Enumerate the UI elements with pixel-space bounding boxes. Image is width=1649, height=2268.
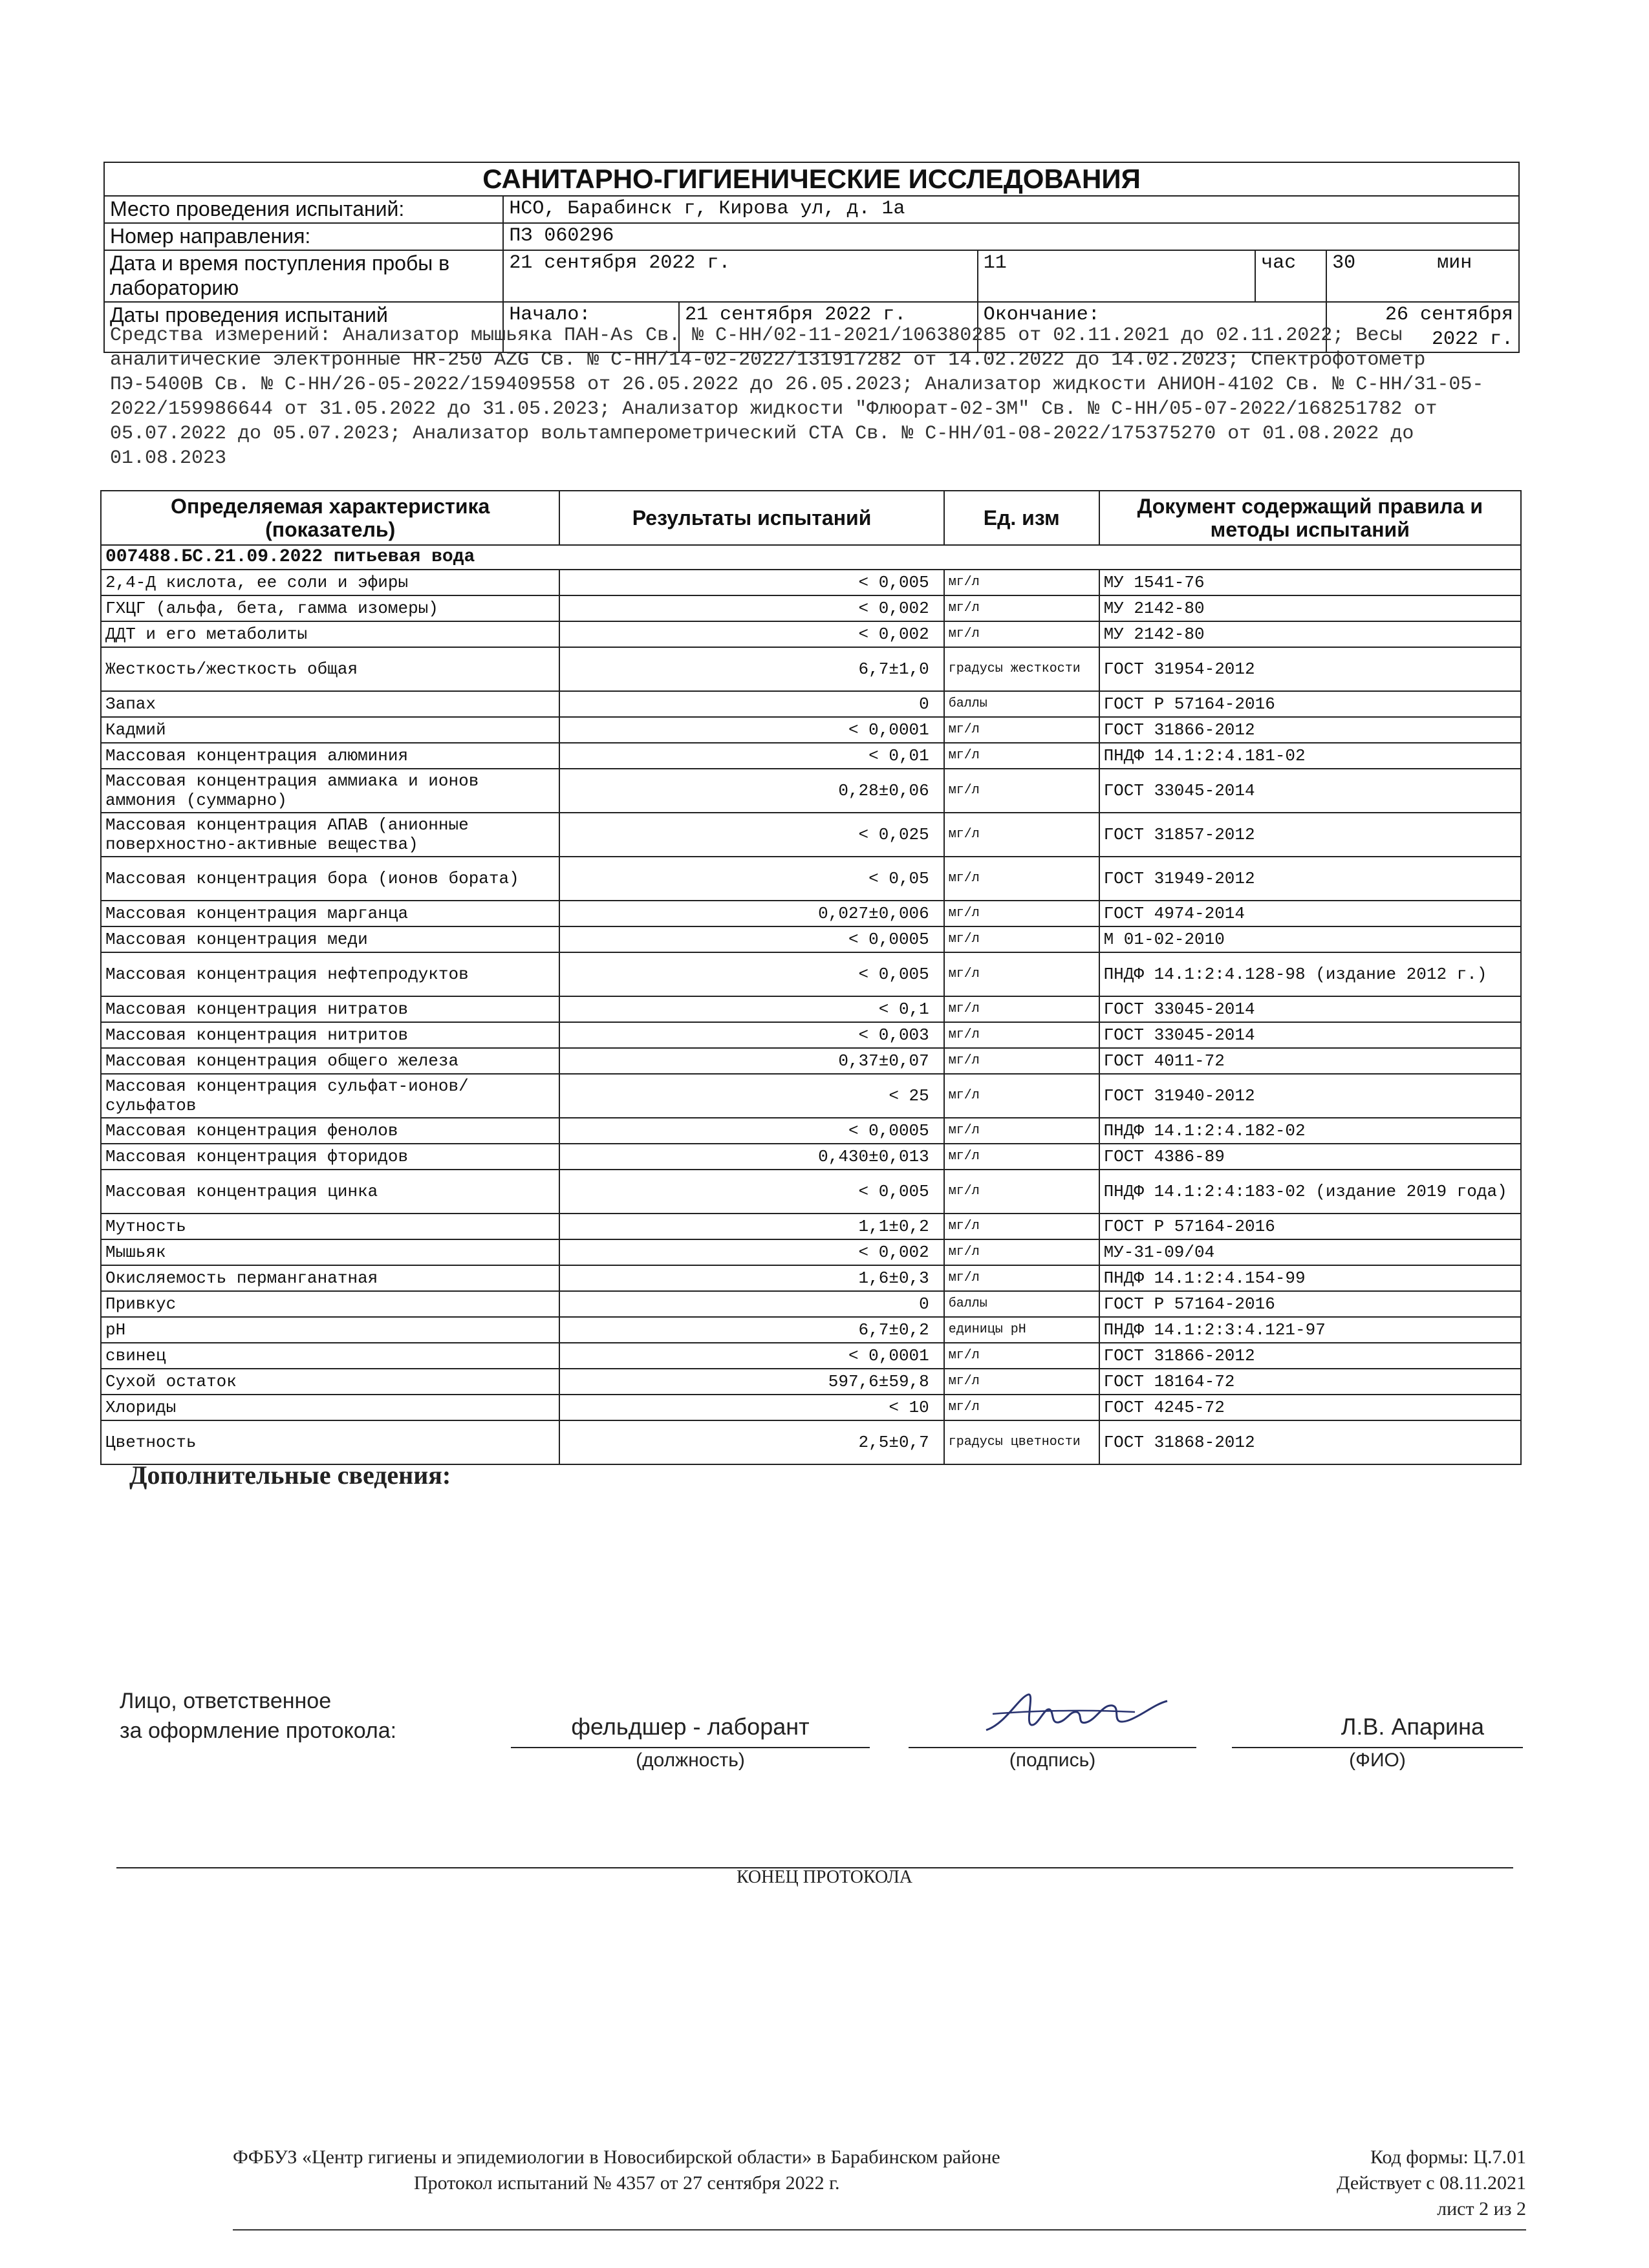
unit-cell: мг/л	[944, 857, 1099, 901]
place-value: НСО, Барабинск г, Кирова ул, д. 1а	[503, 196, 1519, 223]
result-cell: < 0,0001	[559, 717, 943, 743]
result-row	[101, 1144, 1521, 1170]
unit-cell: мг/л	[944, 926, 1099, 952]
referral-label: Номер направления:	[104, 223, 503, 250]
footer-protocol: Протокол испытаний № 4357 от 27 сентября 2022 г.	[414, 2172, 840, 2194]
result-row	[101, 769, 1521, 813]
result-row	[101, 926, 1521, 952]
result-cell: < 0,0005	[559, 1118, 943, 1144]
unit-cell: градусы жесткости	[944, 647, 1099, 691]
method-cell: ГОСТ 31868-2012	[1099, 1420, 1521, 1464]
parameter-cell: Массовая концентрация нефтепродуктов	[101, 952, 559, 996]
result-cell: < 0,005	[559, 1170, 943, 1214]
measuring-instruments-text: Средства измерений: Анализатор мышьяка ПАН-As Св. № С-НН/02-11-2021/106380285 от 02.11.2021 до 02.11.2022; Весы аналитические электронные HR-250 AZG Св. № С-НН/14-02-2022/131917282 от 14.02.2022 до 14.02.2023; Спектрофотометр ПЭ-5400В Св. № С-НН/26-05-2022/159409558 от 26.05.2022 до 26.05.2023; Анализатор жидкости АНИОН-4102 Св. № С-НН/31-05-2022/159986644 от 31.05.2022 до 31.05.2023; Анализатор жидкости "Флюорат-02-3М" Св. № С-НН/05-07-2022/168251782 от 05.07.2022 до 05.07.2023; Анализатор вольтамперометрический СТА Св. № С-НН/01-08-2022/175375270 от 01.08.2022 до 01.08.2023	[110, 325, 1484, 469]
result-cell: < 0,003	[559, 1022, 943, 1048]
responsible-label-line2: за оформление протокола:	[120, 1718, 397, 1743]
footer-valid-from: Действует с 08.11.2021	[1337, 2172, 1526, 2194]
parameter-cell: Массовая концентрация общего железа	[101, 1048, 559, 1074]
unit-cell: мг/л	[944, 813, 1099, 857]
method-cell: ПНДФ 14.1:2:4.154-99	[1099, 1265, 1521, 1291]
result-cell: 0	[559, 691, 943, 717]
result-row	[101, 996, 1521, 1022]
method-cell: МУ 2142-80	[1099, 595, 1521, 621]
result-row	[101, 1265, 1521, 1291]
method-cell: ГОСТ 4386-89	[1099, 1144, 1521, 1170]
received-hour: 11	[978, 250, 1256, 302]
method-cell: МУ-31-09/04	[1099, 1239, 1521, 1265]
method-cell: ГОСТ 4011-72	[1099, 1048, 1521, 1074]
method-cell: ПНДФ 14.1:2:4.182-02	[1099, 1118, 1521, 1144]
result-cell: < 0,01	[559, 743, 943, 769]
col-header-result: Результаты испытаний	[559, 491, 943, 545]
parameter-cell: Массовая концентрация алюминия	[101, 743, 559, 769]
unit-cell: мг/л	[944, 1074, 1099, 1118]
method-cell: ГОСТ 33045-2014	[1099, 1022, 1521, 1048]
parameter-cell: Массовая концентрация цинка	[101, 1170, 559, 1214]
start-date: 21 сентября 2022 г.	[679, 302, 978, 352]
unit-cell: мг/л	[944, 1170, 1099, 1214]
test-dates-label: Даты проведения испытаний	[104, 302, 503, 352]
received-minute	[1326, 250, 1519, 302]
footer-organization: ФФБУЗ «Центр гигиены и эпидемиологии в Новосибирской области» в Барабинском районе	[233, 2146, 1000, 2168]
footer-sheet: лист 2 из 2	[1437, 2198, 1526, 2220]
parameter-cell: ГХЦГ (альфа, бета, гамма изомеры)	[101, 595, 559, 621]
signature-field	[909, 1713, 1196, 1748]
result-cell: < 0,1	[559, 996, 943, 1022]
method-cell: ГОСТ 4245-72	[1099, 1395, 1521, 1420]
method-cell: МУ 2142-80	[1099, 621, 1521, 647]
unit-cell: мг/л	[944, 1265, 1099, 1291]
unit-cell: градусы цветности	[944, 1420, 1099, 1464]
result-cell: < 0,0001	[559, 1343, 943, 1369]
result-cell: < 25	[559, 1074, 943, 1118]
footer-form-code: Код формы: Ц.7.01	[1370, 2146, 1526, 2168]
responsible-name: Л.В. Апарина	[1341, 1713, 1484, 1740]
received-minute-value: 30	[1332, 252, 1356, 274]
result-row	[101, 952, 1521, 996]
col-header-parameter: Определяемая характеристика (показатель)	[101, 491, 559, 545]
signature-caption: (подпись)	[1009, 1749, 1096, 1771]
result-cell: < 0,05	[559, 857, 943, 901]
result-cell: 1,1±0,2	[559, 1214, 943, 1239]
parameter-cell: Массовая концентрация сульфат-ионов/сульфатов	[101, 1074, 559, 1118]
result-cell: < 0,005	[559, 952, 943, 996]
method-cell: ГОСТ 31866-2012	[1099, 717, 1521, 743]
parameter-cell: Массовая концентрация фенолов	[101, 1118, 559, 1144]
unit-cell: мг/л	[944, 621, 1099, 647]
result-row	[101, 1074, 1521, 1118]
unit-cell: мг/л	[944, 1395, 1099, 1420]
parameter-cell: Мутность	[101, 1214, 559, 1239]
method-cell: ПНДФ 14.1:2:3:4.121-97	[1099, 1317, 1521, 1343]
additional-info-label: Дополнительные сведения:	[129, 1460, 451, 1490]
result-row	[101, 1214, 1521, 1239]
result-cell: < 0,002	[559, 1239, 943, 1265]
method-cell: ПНДФ 14.1:2:4.181-02	[1099, 743, 1521, 769]
result-cell: < 0,0005	[559, 926, 943, 952]
result-cell: < 0,002	[559, 595, 943, 621]
unit-cell: мг/л	[944, 996, 1099, 1022]
unit-cell: мг/л	[944, 1239, 1099, 1265]
parameter-cell: Хлориды	[101, 1395, 559, 1420]
col-header-unit: Ед. изм	[944, 491, 1099, 545]
result-cell: < 0,005	[559, 570, 943, 595]
referral-value: ПЗ 060296	[503, 223, 1519, 250]
method-cell: ГОСТ Р 57164-2016	[1099, 1214, 1521, 1239]
method-cell: ГОСТ 33045-2014	[1099, 769, 1521, 813]
unit-cell: мг/л	[944, 1144, 1099, 1170]
method-cell: ГОСТ 4974-2014	[1099, 901, 1521, 926]
parameter-cell: Привкус	[101, 1291, 559, 1317]
unit-cell: мг/л	[944, 570, 1099, 595]
responsible-label	[120, 1686, 396, 1746]
unit-cell: мг/л	[944, 743, 1099, 769]
result-row	[101, 857, 1521, 901]
start-label: Начало:	[503, 302, 679, 352]
position-caption: (должность)	[636, 1749, 745, 1771]
end-of-protocol: КОНЕЦ ПРОТОКОЛА	[736, 1867, 913, 1887]
result-row	[101, 595, 1521, 621]
result-row	[101, 1048, 1521, 1074]
parameter-cell: Массовая концентрация фторидов	[101, 1144, 559, 1170]
footer-divider	[233, 2229, 1526, 2231]
result-row	[101, 1317, 1521, 1343]
end-date: 26 сентября 2022 г.	[1326, 302, 1519, 352]
result-cell: < 0,025	[559, 813, 943, 857]
method-cell: ГОСТ 31940-2012	[1099, 1074, 1521, 1118]
result-cell: 1,6±0,3	[559, 1265, 943, 1291]
result-row	[101, 743, 1521, 769]
unit-cell: мг/л	[944, 1214, 1099, 1239]
section-title: САНИТАРНО-ГИГИЕНИЧЕСКИЕ ИССЛЕДОВАНИЯ	[104, 162, 1519, 196]
result-row	[101, 1420, 1521, 1464]
method-cell: ГОСТ Р 57164-2016	[1099, 691, 1521, 717]
result-row	[101, 717, 1521, 743]
parameter-cell: Массовая концентрация марганца	[101, 901, 559, 926]
unit-cell: мг/л	[944, 595, 1099, 621]
result-cell: < 10	[559, 1395, 943, 1420]
result-row	[101, 1343, 1521, 1369]
result-cell: 597,6±59,8	[559, 1369, 943, 1395]
method-cell: ГОСТ 31954-2012	[1099, 647, 1521, 691]
sample-row: 007488.БС.21.09.2022 питьевая вода	[101, 545, 1521, 570]
result-row	[101, 1369, 1521, 1395]
method-cell: ГОСТ 33045-2014	[1099, 996, 1521, 1022]
result-cell: 0	[559, 1291, 943, 1317]
parameter-cell: Цветность	[101, 1420, 559, 1464]
parameter-cell: Жесткость/жесткость общая	[101, 647, 559, 691]
unit-cell: мг/л	[944, 1048, 1099, 1074]
end-label: Окончание:	[978, 302, 1326, 352]
result-row	[101, 1170, 1521, 1214]
name-caption: (ФИО)	[1349, 1749, 1406, 1771]
parameter-cell: pH	[101, 1317, 559, 1343]
result-cell: 6,7±0,2	[559, 1317, 943, 1343]
minute-label: мин	[1437, 252, 1472, 274]
method-cell: ГОСТ 31949-2012	[1099, 857, 1521, 901]
results-table	[100, 490, 1522, 1465]
parameter-cell: Мышьяк	[101, 1239, 559, 1265]
result-row	[101, 621, 1521, 647]
result-row	[101, 1118, 1521, 1144]
name-field	[1232, 1713, 1523, 1748]
parameter-cell: ДДТ и его метаболиты	[101, 621, 559, 647]
result-row	[101, 647, 1521, 691]
parameter-cell: Массовая концентрация бора (ионов бората)	[101, 857, 559, 901]
received-date: 21 сентября 2022 г.	[503, 250, 977, 302]
parameter-cell: Массовая концентрация нитритов	[101, 1022, 559, 1048]
unit-cell: мг/л	[944, 769, 1099, 813]
unit-cell: мг/л	[944, 1118, 1099, 1144]
position-field: фельдшер - лаборант	[511, 1713, 870, 1748]
method-cell: МУ 1541-76	[1099, 570, 1521, 595]
result-row	[101, 1022, 1521, 1048]
unit-cell: баллы	[944, 1291, 1099, 1317]
result-cell: 0,027±0,006	[559, 901, 943, 926]
hour-label: час	[1255, 250, 1326, 302]
result-row	[101, 1291, 1521, 1317]
parameter-cell: Массовая концентрация меди	[101, 926, 559, 952]
method-cell: ПНДФ 14.1:2:4:183-02 (издание 2019 года)	[1099, 1170, 1521, 1214]
result-row	[101, 1239, 1521, 1265]
parameter-cell: 2,4-Д кислота, ее соли и эфиры	[101, 570, 559, 595]
result-cell: 2,5±0,7	[559, 1420, 943, 1464]
handwritten-signature	[980, 1685, 1174, 1743]
parameter-cell: Массовая концентрация нитратов	[101, 996, 559, 1022]
unit-cell: мг/л	[944, 1022, 1099, 1048]
place-label: Место проведения испытаний:	[104, 196, 503, 223]
parameter-cell: свинец	[101, 1343, 559, 1369]
method-cell: ПНДФ 14.1:2:4.128-98 (издание 2012 г.)	[1099, 952, 1521, 996]
parameter-cell: Окисляемость перманганатная	[101, 1265, 559, 1291]
method-cell: М 01-02-2010	[1099, 926, 1521, 952]
unit-cell: мг/л	[944, 901, 1099, 926]
result-row	[101, 691, 1521, 717]
parameter-cell: Массовая концентрация аммиака и ионов аммония (суммарно)	[101, 769, 559, 813]
received-label: Дата и время поступления пробы в лабораторию	[104, 250, 503, 302]
result-cell: 0,430±0,013	[559, 1144, 943, 1170]
result-cell: 0,37±0,07	[559, 1048, 943, 1074]
parameter-cell: Сухой остаток	[101, 1369, 559, 1395]
method-cell: ГОСТ Р 57164-2016	[1099, 1291, 1521, 1317]
unit-cell: единицы pH	[944, 1317, 1099, 1343]
unit-cell: баллы	[944, 691, 1099, 717]
col-header-method: Документ содержащий правила и методы испытаний	[1099, 491, 1521, 545]
result-row	[101, 813, 1521, 857]
method-cell: ГОСТ 31857-2012	[1099, 813, 1521, 857]
result-row	[101, 901, 1521, 926]
method-cell: ГОСТ 31866-2012	[1099, 1343, 1521, 1369]
parameter-cell: Массовая концентрация АПАВ (анионные поверхностно-активные вещества)	[101, 813, 559, 857]
result-row	[101, 1395, 1521, 1420]
result-row	[101, 570, 1521, 595]
parameter-cell: Кадмий	[101, 717, 559, 743]
result-cell: 0,28±0,06	[559, 769, 943, 813]
unit-cell: мг/л	[944, 1369, 1099, 1395]
method-cell: ГОСТ 18164-72	[1099, 1369, 1521, 1395]
result-cell: 6,7±1,0	[559, 647, 943, 691]
unit-cell: мг/л	[944, 952, 1099, 996]
unit-cell: мг/л	[944, 717, 1099, 743]
parameter-cell: Запах	[101, 691, 559, 717]
unit-cell: мг/л	[944, 1343, 1099, 1369]
responsible-label-line1: Лицо, ответственное	[120, 1689, 332, 1713]
result-cell: < 0,002	[559, 621, 943, 647]
